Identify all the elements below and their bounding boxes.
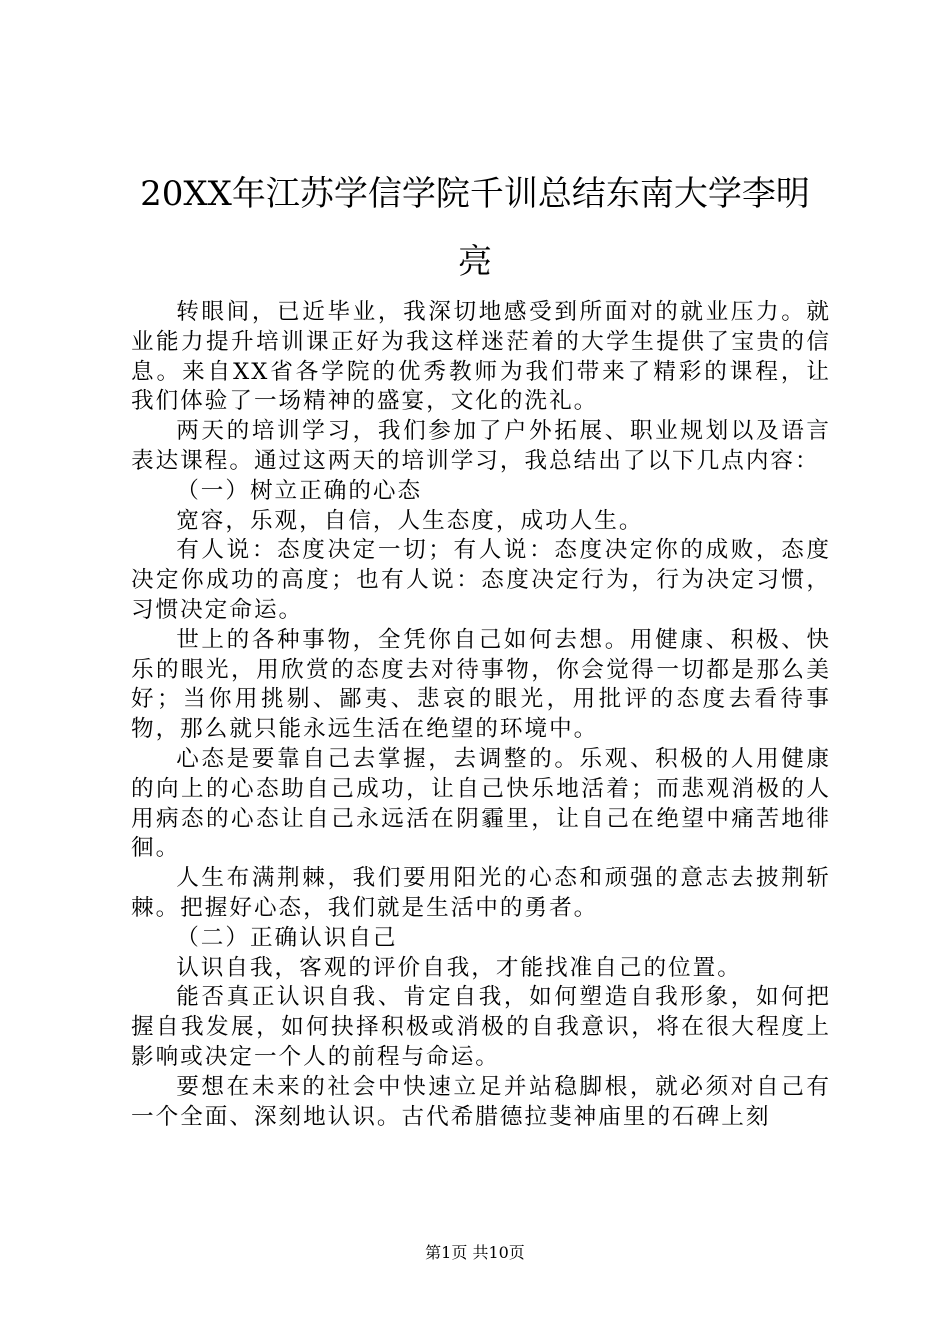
section-heading: （一）树立正确的心态 (176, 477, 423, 504)
title-line-2: 亮 (458, 242, 492, 282)
paragraph: 两天的培训学习，我们参加了户外拓展、职业规划以及语言表达课程。通过这两天的培训学习，我总结出了以下几点内容： (131, 418, 831, 474)
paragraph: 世上的各种事物，全凭你自己如何去想。用健康、积极、快乐的眼光，用欣赏的态度去对待事物，你会觉得一切都是那么美好；当你用挑剔、鄙夷、悲哀的眼光，用批评的态度去看待事物，那么就只能永远生活在绝望的环境中。 (131, 626, 831, 743)
document-title (100, 160, 850, 296)
paragraph: 人生布满荆棘，我们要用阳光的心态和顽强的意志去披荆斩棘。把握好心态，我们就是生活中的勇者。 (131, 865, 831, 921)
paragraph: 认识自我，客观的评价自我，才能找准自己的位置。 (176, 954, 742, 981)
document-body (131, 298, 831, 1132)
paragraph: 要想在未来的社会中快速立足并站稳脚根，就必须对自己有一个全面、深刻地认识。古代希腊德拉斐神庙里的石碑上刻 (131, 1073, 831, 1130)
title-line-1: 20XX年江苏学信学院千训总结东南大学李明 (140, 174, 810, 214)
page-footer: 第1页 共10页 (425, 1243, 525, 1262)
paragraph: 能否真正认识自我、肯定自我，如何塑造自我形象，如何把握自我发展，如何抉择积极或消极的自我意识，将在很大程度上影响或决定一个人的前程与命运。 (131, 984, 831, 1070)
paragraph: 转眼间，已近毕业，我深切地感受到所面对的就业压力。就业能力提升培训课正好为我这样迷茫着的大学生提供了宝贵的信息。来自XX省各学院的优秀教师为我们带来了精彩的课程，让我们体验了一场精神的盛宴，文化的洗礼。 (131, 299, 831, 415)
paragraph: 宽容，乐观，自信，人生态度，成功人生。 (176, 507, 644, 534)
paragraph: 心态是要靠自己去掌握，去调整的。乐观、积极的人用健康的向上的心态助自己成功，让自己快乐地活着；而悲观消极的人用病态的心态让自己永远活在阴霾里，让自己在绝望中痛苦地徘徊。 (131, 745, 831, 862)
section-heading: （二）正确认识自己 (176, 924, 398, 951)
paragraph: 有人说：态度决定一切；有人说：态度决定你的成败，态度决定你成功的高度；也有人说：态度决定行为，行为决定习惯，习惯决定命运。 (131, 537, 831, 623)
